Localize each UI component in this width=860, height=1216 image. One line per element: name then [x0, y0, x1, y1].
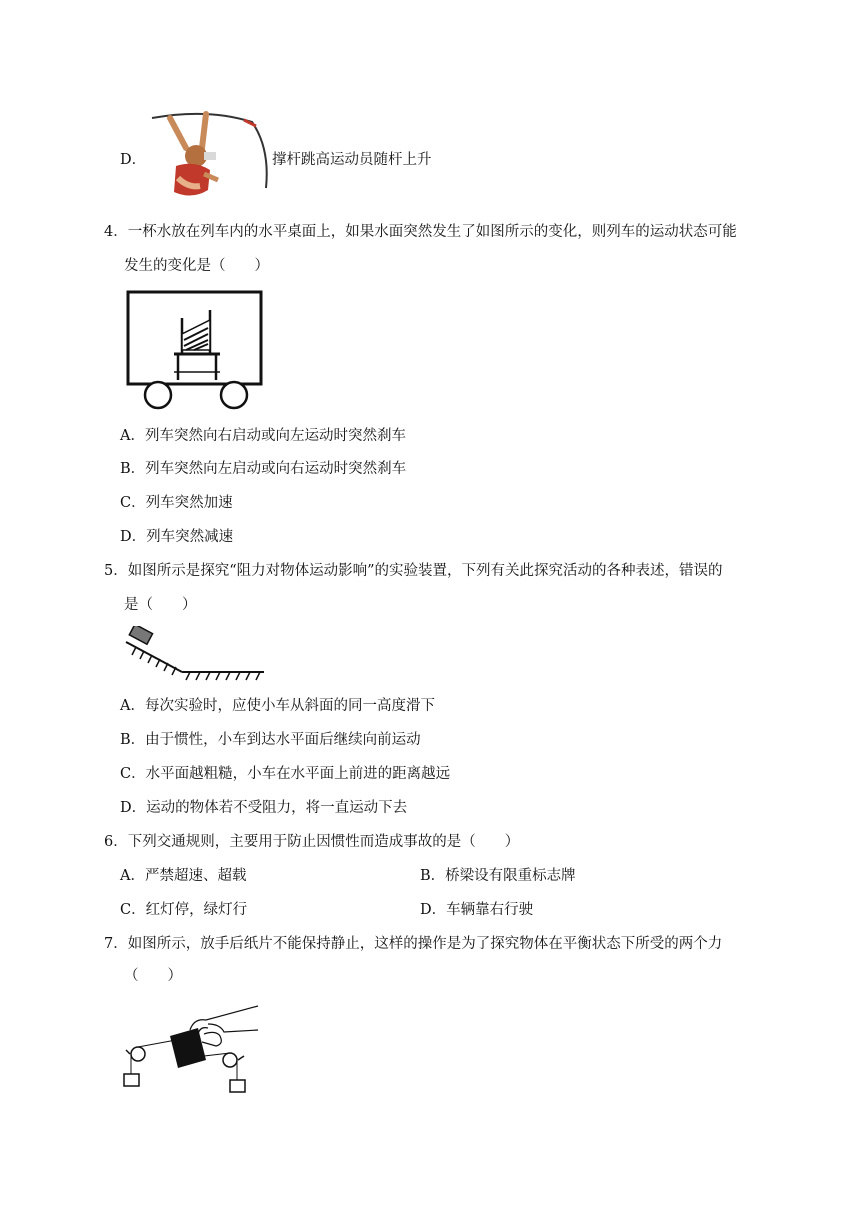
q4-option-a: A．列车突然向右启动或向左运动时突然刹车 — [120, 428, 406, 444]
q6-option-c: C．红灯停，绿灯行 — [120, 902, 248, 918]
q5-option-a: A．每次实验时，应使小车从斜面的同一高度滑下 — [120, 698, 435, 714]
q4-stem-line2: 发生的变化是（ ） — [124, 258, 269, 274]
q6-option-a: A．严禁超速、超载 — [120, 868, 247, 884]
q5-stem-line1: 5．如图所示是探究“阻力对物体运动影响”的实验装置，下列有关此探究活动的各种表述，错误的 — [104, 563, 723, 579]
q4-option-d: D．列车突然减速 — [120, 529, 234, 545]
q5-option-d: D．运动的物体若不受阻力，将一直运动下去 — [120, 800, 408, 816]
q4-stem-line1: 4．一杯水放在列车内的水平桌面上，如果水面突然发生了如图所示的变化，则列车的运动状态可能 — [104, 224, 737, 240]
q4-option-c: C．列车突然加速 — [120, 495, 233, 511]
pole-vault-photo — [148, 108, 272, 204]
q4-option-b: B．列车突然向左启动或向右运动时突然刹车 — [120, 461, 407, 477]
q3-option-d-text: 撑杆跳高运动员随杆上升 — [272, 152, 432, 168]
q5-stem-line2: 是（ ） — [124, 597, 197, 613]
q6-option-b: B．桥梁设有限重标志牌 — [420, 868, 576, 884]
incline-cart-diagram — [122, 626, 268, 682]
q7-stem-line1: 7．如图所示，放手后纸片不能保持静止，这样的操作是为了探究物体在平衡状态下所受的两个力 — [104, 936, 723, 952]
q5-option-c: C．水平面越粗糙，小车在水平面上前进的距离越远 — [120, 766, 451, 782]
q6-stem: 6．下列交通规则，主要用于防止因惯性而造成事故的是（ ） — [104, 834, 520, 850]
q7-stem-line2: （ ） — [124, 968, 182, 984]
balance-card-pulley-diagram — [120, 1000, 264, 1096]
q3-option-d-letter: D． — [120, 152, 147, 168]
q5-option-b: B．由于惯性，小车到达水平面后继续向前运动 — [120, 732, 421, 748]
q6-option-d: D．车辆靠右行驶 — [420, 902, 534, 918]
train-car-diagram — [124, 288, 268, 412]
